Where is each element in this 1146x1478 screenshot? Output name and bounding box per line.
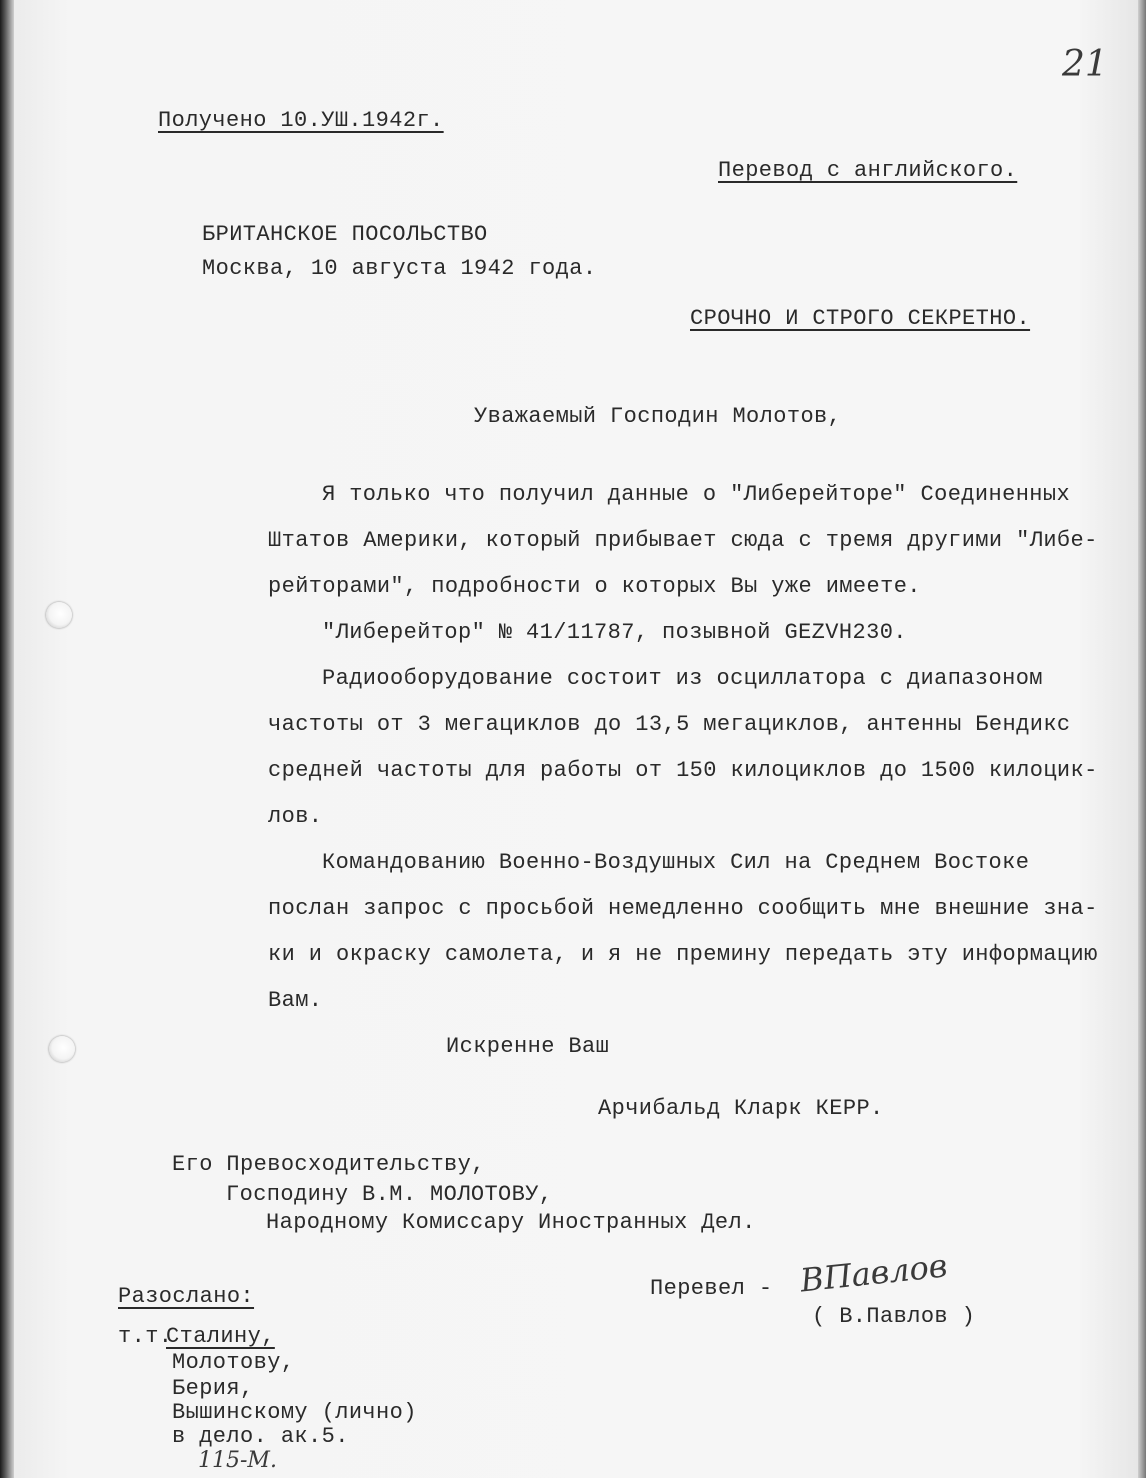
embassy-name: БРИТАНСКОЕ ПОСОЛЬСТВО — [202, 222, 488, 247]
scan-edge-right — [1138, 0, 1146, 1478]
translator-label: Перевел - — [650, 1276, 773, 1301]
salutation: Уважаемый Господин Молотов, — [474, 404, 842, 429]
translation-note: Перевод с английского. — [718, 158, 1018, 183]
addressee-line-2: Господину В.М. МОЛОТОВУ, — [226, 1182, 553, 1207]
archive-document-number: 115-М. — [198, 1448, 277, 1473]
archive-page-number: 21 — [1062, 44, 1108, 85]
paragraph-3-line-1: Радиооборудование состоит из осциллатора с диапазоном — [322, 666, 1043, 691]
paragraph-1-line-1: Я только что получил данные о "Либерейторе" Соединенных — [322, 482, 1071, 507]
addressee-line-1: Его Превосходительству, — [172, 1152, 485, 1177]
addressee-line-3: Народному Комиссару Иностранных Дел. — [266, 1210, 756, 1235]
scan-edge-left — [0, 0, 14, 1478]
closing: Искренне Ваш — [446, 1034, 610, 1059]
translator-handwritten-signature: ВПавлов — [798, 1246, 949, 1300]
paragraph-2-line-1: "Либерейтор" № 41/11787, позывной GEZVH230. — [322, 620, 907, 645]
distribution-prefix: т.т. — [118, 1324, 173, 1349]
classification-mark: СРОЧНО И СТРОГО СЕКРЕТНО. — [690, 306, 1031, 331]
translator-name: ( В.Павлов ) — [812, 1304, 976, 1329]
distribution-recipient-4: Вышинскому (лично) — [172, 1400, 417, 1425]
paragraph-4-line-2: послан запрос с просьбой немедленно сообщить мне внешние зна- — [268, 896, 1098, 921]
distribution-heading: Разослано: — [118, 1284, 255, 1309]
punch-hole-top — [46, 602, 72, 628]
paragraph-3-line-2: частоты от 3 мегациклов до 13,5 мегациклов, антенны Бендикс — [268, 712, 1071, 737]
received-stamp: Получено 10.УШ.1942г. — [158, 108, 444, 133]
paragraph-1-line-2: Штатов Америки, который прибывает сюда с тремя другими "Либе- — [268, 528, 1098, 553]
paragraph-3-line-4: лов. — [268, 804, 323, 829]
distribution-recipient-5: в дело. ак.5. — [172, 1424, 349, 1449]
punch-hole-bottom — [49, 1036, 75, 1062]
sender-signature: Арчибальд Кларк КЕРР. — [598, 1096, 884, 1121]
distribution-recipient-2: Молотову, — [172, 1350, 295, 1375]
distribution-recipient-1: Сталину, — [166, 1324, 275, 1349]
distribution-recipient-3: Берия, — [172, 1376, 254, 1401]
paragraph-4-line-4: Вам. — [268, 988, 323, 1013]
paragraph-4-line-1: Командованию Военно-Воздушных Сил на Среднем Востоке — [322, 850, 1030, 875]
paragraph-1-line-3: рейторами", подробности о которых Вы уже имеете. — [268, 574, 921, 599]
paragraph-3-line-3: средней частоты для работы от 150 килоциклов до 1500 килоцик- — [268, 758, 1098, 783]
paragraph-4-line-3: ки и окраску самолета, и я не премину передать эту информацию — [268, 942, 1098, 967]
place-date: Москва, 10 августа 1942 года. — [202, 256, 597, 281]
